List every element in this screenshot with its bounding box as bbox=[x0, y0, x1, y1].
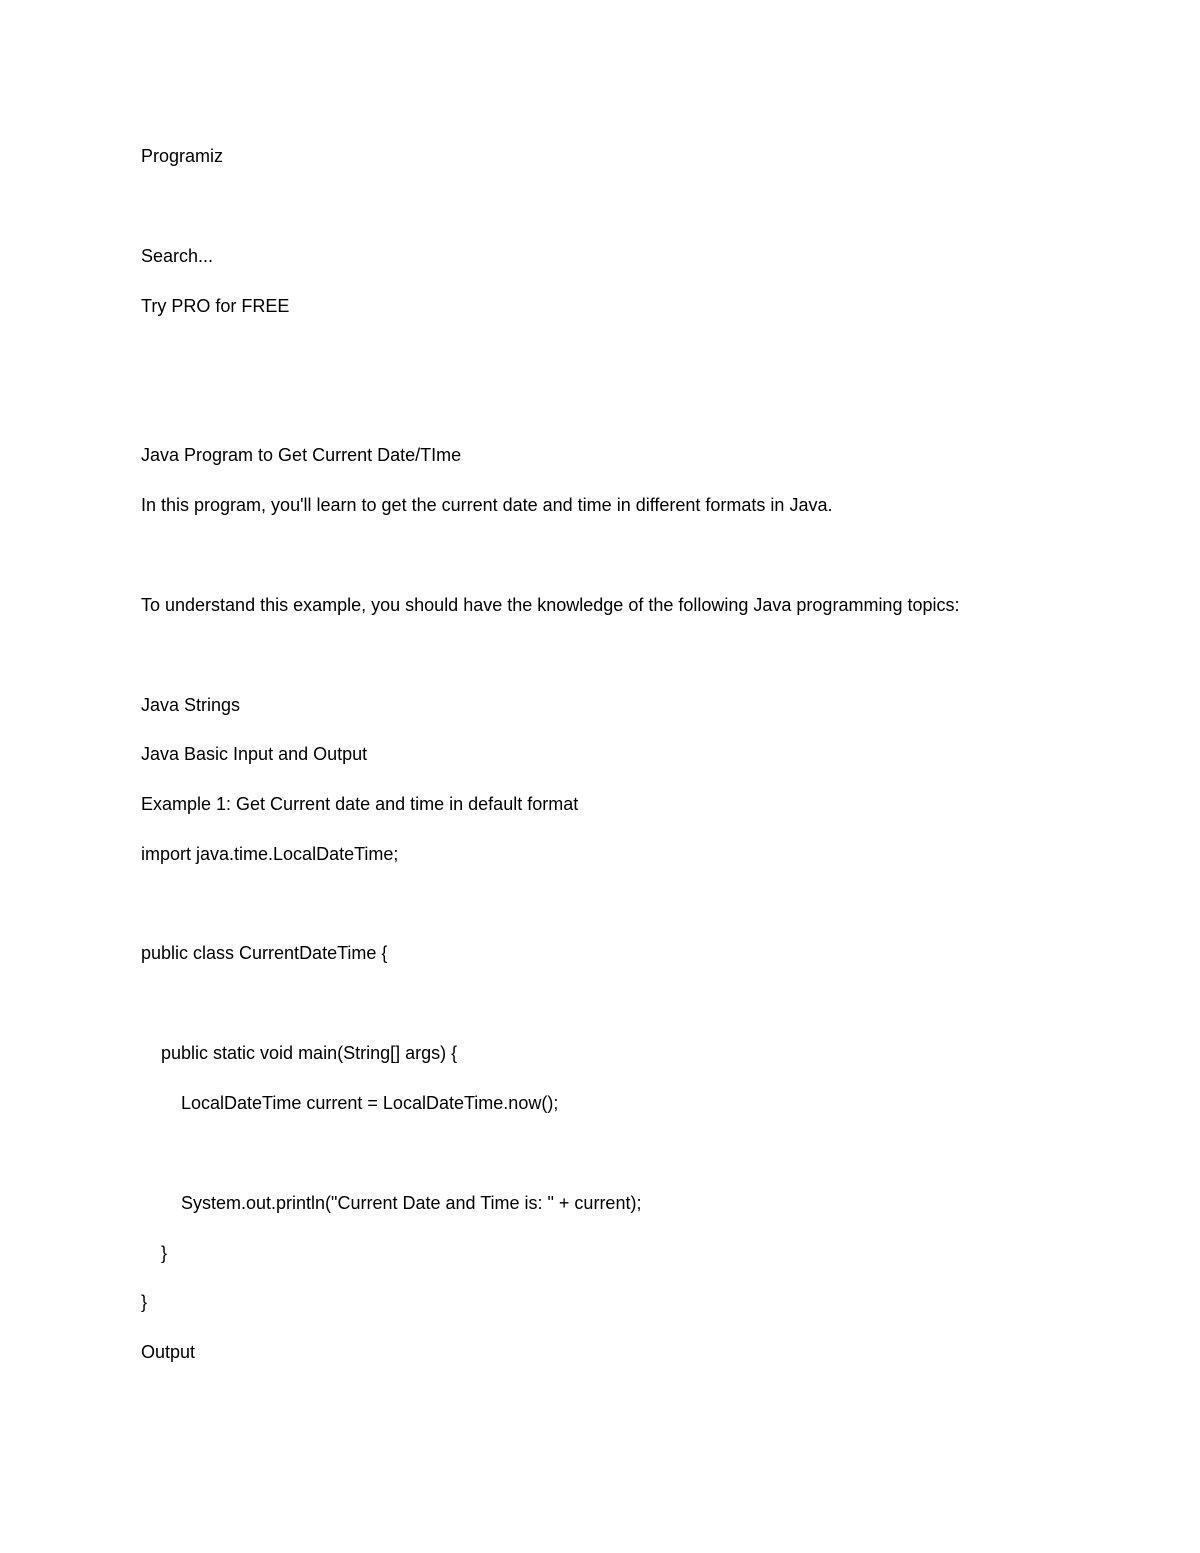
code-line: public static void main(String[] args) { bbox=[161, 1043, 458, 1063]
code-line: public class CurrentDateTime { bbox=[141, 943, 388, 963]
code-line: } bbox=[161, 1243, 168, 1263]
code-line: System.out.println("Current Date and Time is: " + current); bbox=[181, 1193, 642, 1213]
search-text: Search... bbox=[141, 246, 214, 266]
example-heading: Example 1: Get Current date and time in default format bbox=[141, 794, 579, 814]
code-line: } bbox=[141, 1292, 148, 1312]
intro-paragraph: In this program, you'll learn to get the current date and time in different formats in Java. bbox=[141, 495, 833, 515]
article-title: Java Program to Get Current Date/TIme bbox=[141, 445, 462, 465]
prereq-intro: To understand this example, you should have the knowledge of the following Java programming topics: bbox=[141, 595, 960, 615]
output-label: Output bbox=[141, 1342, 196, 1362]
topic-item: Java Strings bbox=[141, 695, 241, 715]
site-name: Programiz bbox=[141, 146, 224, 166]
promo-text: Try PRO for FREE bbox=[141, 296, 290, 316]
code-line: import java.time.LocalDateTime; bbox=[141, 844, 399, 864]
code-line: LocalDateTime current = LocalDateTime.now(); bbox=[181, 1093, 559, 1113]
topic-item: Java Basic Input and Output bbox=[141, 744, 368, 764]
